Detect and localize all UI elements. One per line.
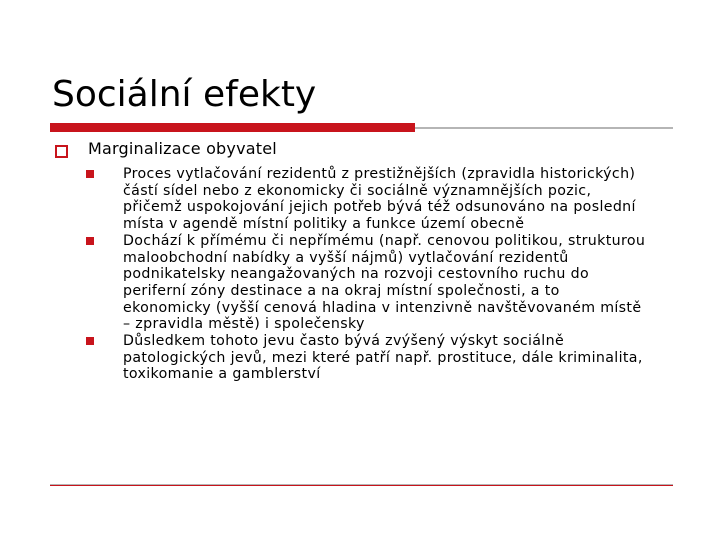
footer-rule-red (50, 485, 673, 486)
list-item (86, 166, 646, 233)
filled-square-bullet-icon (86, 170, 94, 178)
slide-title: Sociální efekty (52, 74, 317, 115)
list-item-text: Důsledkem tohoto jevu často bývá zvýšený výskyt sociálně patologických jevů, mezi které patří např. prostituce, dále kriminalita, toxikomanie a gamblerství (123, 333, 643, 383)
hollow-square-bullet-icon (55, 145, 68, 158)
list-item (86, 233, 646, 333)
filled-square-bullet-icon (86, 237, 94, 245)
list-item-text: Dochází k přímému či nepřímému (např. cenovou politikou, strukturou maloobchodní nabídky a vyšší nájmů) vytlačování rezidentů podnikatelsky neangažovaných na rozvoji cestovního ruchu do periferní zóny destinace a na okraj místní společnosti, a to ekonomicky (vyšší cenová hladina v intenzivně navštěvovaném místě – zpravidla městě) i společensky (123, 232, 646, 333)
sub-bullet-list (86, 166, 646, 383)
list-item (86, 333, 646, 383)
list-item-text: Proces vytlačování rezidentů z prestižnějších (zpravidla historických) částí sídel nebo z ekonomicky či sociálně významnějších pozic, přičemž uspokojování jejich potřeb bývá též odsunováno na poslední místa v agendě místní politiky a funkce území obecně (123, 166, 636, 233)
level1-text: Marginalizace obyvatel (88, 139, 277, 158)
bullet-list (55, 138, 675, 383)
title-underline-red (50, 123, 415, 132)
filled-square-bullet-icon (86, 337, 94, 345)
list-item-level1 (55, 138, 675, 164)
